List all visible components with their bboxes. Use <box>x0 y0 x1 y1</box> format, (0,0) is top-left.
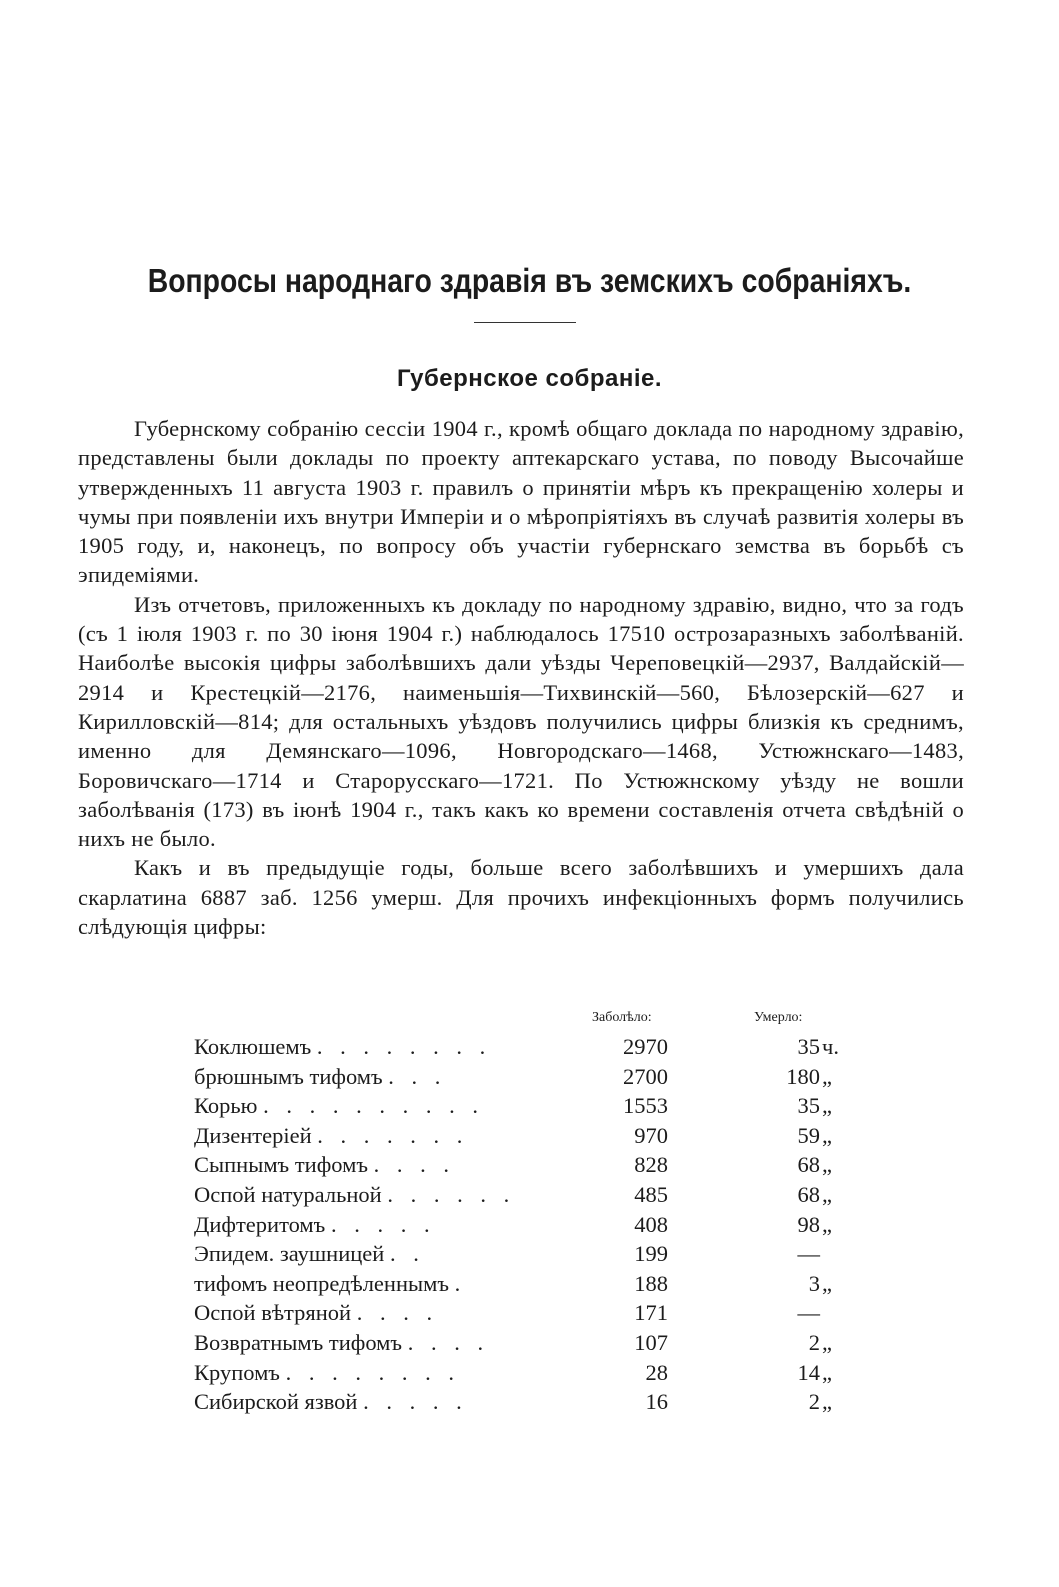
paragraph: Какъ и въ предыдущіе годы, больше всего заболѣвшихъ и умершихъ дала скарлатина 6887 заб. 1256 умерш. Для прочихъ инфекціонныхъ формъ получились слѣдующія цифры: <box>78 855 964 940</box>
leader-dots: . . . . <box>356 1300 439 1326</box>
table-row <box>194 1387 854 1417</box>
ill-count: 1553 <box>623 1093 668 1119</box>
leader-dots: . . . . . <box>363 1389 468 1415</box>
leader-dots: . . . . . . . . <box>285 1359 460 1385</box>
disease-name <box>194 1091 584 1121</box>
died-unit: „ <box>822 1122 832 1148</box>
died-count: 2 <box>808 1329 820 1355</box>
disease-label: Сибирской язвой <box>194 1389 358 1415</box>
table-row <box>194 1091 854 1121</box>
leader-dots: . . . . <box>373 1152 455 1178</box>
section-title: Губернское собраніе. <box>396 365 663 392</box>
ill-count: 2970 <box>623 1034 668 1059</box>
died-unit: „ <box>822 1211 832 1237</box>
disease-label: Дизентеріей <box>194 1122 312 1148</box>
ill-count: 2700 <box>623 1063 668 1089</box>
disease-label: Оспой вѣтряной <box>194 1300 352 1326</box>
leader-dots: . . . . . . . <box>317 1122 469 1148</box>
table-row <box>194 1269 854 1299</box>
ill-count: 970 <box>634 1122 668 1148</box>
died-count: 68 <box>797 1181 820 1207</box>
ill-count: 188 <box>634 1270 668 1296</box>
disease-name <box>194 1239 584 1269</box>
leader-dots: . <box>454 1270 467 1296</box>
died-count: 35 <box>797 1034 820 1059</box>
body-text <box>78 414 964 941</box>
table-row <box>194 1121 854 1151</box>
table-row <box>194 1150 854 1180</box>
died-count: 98 <box>797 1211 820 1237</box>
died-count: 14 <box>797 1359 820 1385</box>
leader-dots: . . . . . . . . <box>316 1034 492 1059</box>
ill-count: 485 <box>634 1181 668 1207</box>
ill-count: 199 <box>634 1241 668 1267</box>
died-count: 68 <box>797 1152 820 1178</box>
disease-label: Сыпнымъ тифомъ <box>194 1152 368 1178</box>
header-died: Умерло: <box>754 1010 803 1025</box>
table-row <box>194 1358 854 1388</box>
table-row <box>194 1032 854 1062</box>
disease-name <box>194 1387 584 1417</box>
died-unit: „ <box>822 1181 832 1207</box>
leader-dots: . . . . . . <box>387 1181 516 1207</box>
table-row <box>194 1210 854 1240</box>
table-header <box>194 1010 854 1032</box>
died-unit: „ <box>822 1152 832 1178</box>
disease-name <box>194 1210 584 1240</box>
leader-dots: . . . . . <box>330 1211 436 1237</box>
disease-name <box>194 1328 584 1358</box>
died-count: 180 <box>786 1063 820 1089</box>
header-ill: Заболѣло: <box>592 1010 652 1025</box>
disease-label: Коклюшемъ <box>194 1034 312 1059</box>
disease-name <box>194 1150 584 1180</box>
table-row <box>194 1239 854 1269</box>
disease-table <box>194 1010 854 1417</box>
ill-count: 16 <box>645 1389 668 1415</box>
ill-count: 171 <box>634 1300 668 1326</box>
died-count: 3 <box>808 1270 820 1296</box>
disease-name <box>194 1180 584 1210</box>
died-unit: „ <box>822 1389 832 1415</box>
table-row <box>194 1328 854 1358</box>
died-unit: ч. <box>822 1034 839 1059</box>
died-unit: „ <box>822 1093 832 1119</box>
disease-name <box>194 1121 584 1151</box>
disease-name <box>194 1298 584 1328</box>
died-unit: „ <box>822 1359 832 1385</box>
disease-label: Эпидем. заушницей <box>194 1241 385 1267</box>
title-rule <box>474 322 576 323</box>
leader-dots: . . . . <box>407 1329 490 1355</box>
died-count: 59 <box>797 1122 820 1148</box>
died-unit: „ <box>822 1063 832 1089</box>
disease-label: брюшнымъ тифомъ <box>194 1063 383 1089</box>
table-row <box>194 1180 854 1210</box>
table-row <box>194 1062 854 1092</box>
disease-name <box>194 1032 584 1062</box>
paragraph: Изъ отчетовъ, приложенныхъ къ докладу по народному здравію, видно, что за годъ (съ 1 іюля 1903 г. по 30 іюня 1904 г.) наблюдалось 17510 острозаразныхъ заболѣваній. Наиболѣе высокія цифры заболѣвшихъ дали уѣзды Череповецкій—2937, Валдайскій—2914 и Крестецкій—2176, наименьшія—Тихвинскій—560, Бѣлозерскій—627 и Кирилловскій—814; для остальныхъ уѣздовъ получились цифры близкія къ среднимъ, именно для Демянскаго—1096, Новгородскаго—1468, Устюжнскаго—1483, Боровичскаго—1714 и Старорусскаго—1721. По Устюжнскому уѣзду не вошли заболѣванія (173) въ іюнѣ 1904 г., такъ какъ ко времени составленія отчета свѣдѣній о нихъ не было. <box>78 591 964 852</box>
leader-dots: . . <box>389 1241 425 1267</box>
disease-name <box>194 1062 584 1092</box>
died-count: 35 <box>797 1093 820 1119</box>
leader-dots: . . . <box>388 1063 447 1089</box>
disease-name <box>194 1269 584 1299</box>
disease-label: Оспой натуральной <box>194 1181 382 1207</box>
disease-name <box>194 1358 584 1388</box>
disease-label: Дифтеритомъ <box>194 1211 326 1237</box>
died-unit: „ <box>822 1329 832 1355</box>
paragraph: Губернскому собранію сессіи 1904 г., кромѣ общаго доклада по народному здравію, представлены были доклады по проекту аптекарскаго устава, по поводу Высочайше утвержденныхъ 11 августа 1903 г. правилъ о принятіи мѣръ къ прекращенію холеры и чумы при появленіи ихъ внутри Имперіи и о мѣропріятіяхъ въ случаѣ развитія холеры въ 1905 году, и, наконецъ, по вопросу объ участіи губернскаго земства въ борьбѣ съ эпидеміями. <box>78 416 964 588</box>
ill-count: 828 <box>634 1152 668 1178</box>
table-body <box>194 1032 854 1417</box>
died-count: 2 <box>808 1389 820 1415</box>
table-row <box>194 1298 854 1328</box>
died-unit: „ <box>822 1270 832 1296</box>
disease-label: Корью <box>194 1093 258 1119</box>
ill-count: 107 <box>634 1329 668 1355</box>
disease-label: тифомъ неопредѣленнымъ <box>194 1270 449 1296</box>
died-count: — <box>797 1241 820 1267</box>
disease-label: Возвратнымъ тифомъ <box>194 1329 403 1355</box>
leader-dots: . . . . . . . . . . <box>263 1093 484 1119</box>
died-count: — <box>797 1300 820 1326</box>
ill-count: 28 <box>645 1359 668 1385</box>
ill-count: 408 <box>634 1211 668 1237</box>
disease-label: Крупомъ <box>194 1359 280 1385</box>
page-title: Вопросы народнаго здравія въ земскихъ собраніяхъ. <box>147 262 912 299</box>
